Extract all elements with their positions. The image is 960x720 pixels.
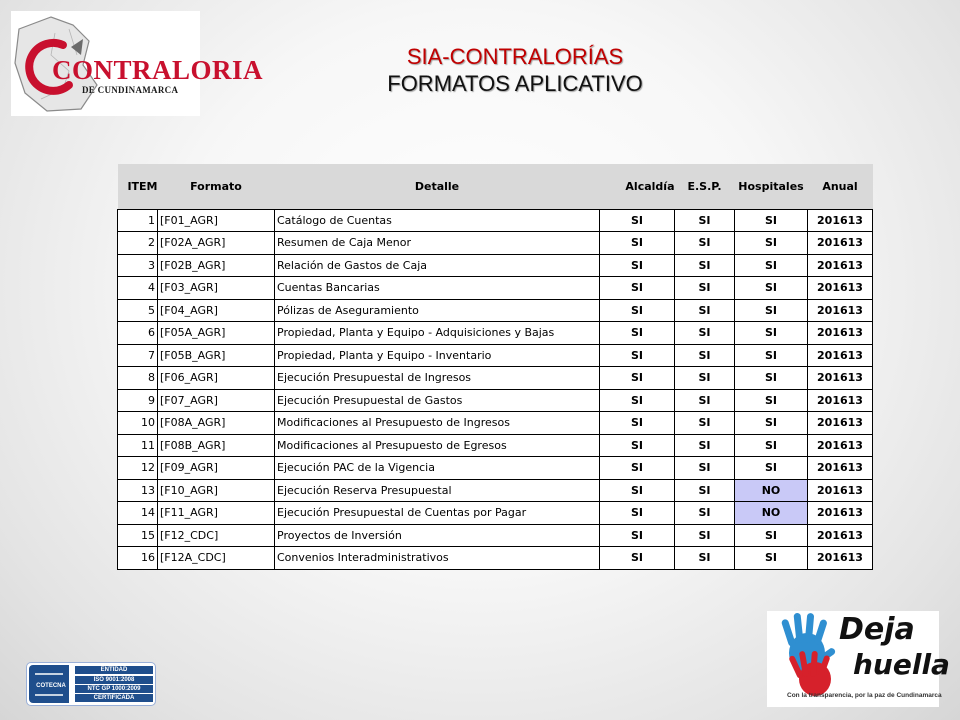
cell-hospitales: SI [735, 254, 808, 277]
cell-formato: [F09_AGR] [158, 457, 275, 480]
table-row [118, 547, 873, 570]
certification-badge [26, 662, 156, 706]
cell-alcaldia: SI [600, 502, 675, 525]
cell-detalle: Pólizas de Aseguramiento [275, 299, 600, 322]
cell-formato: [F02B_AGR] [158, 254, 275, 277]
cell-anual: 201613 [808, 344, 873, 367]
cell-item: 9 [118, 389, 158, 412]
cert-line: ISO 9001:2008 [75, 676, 153, 684]
cell-esp: SI [675, 457, 735, 480]
cert-line: NTC GP 1000:2009 [75, 685, 153, 693]
table-row [118, 254, 873, 277]
cell-esp: SI [675, 412, 735, 435]
cell-alcaldia: SI [600, 389, 675, 412]
page-header [300, 44, 730, 97]
cell-esp: SI [675, 502, 735, 525]
cell-formato: [F06_AGR] [158, 367, 275, 390]
cell-hospitales: SI [735, 524, 808, 547]
cell-esp: SI [675, 367, 735, 390]
cell-item: 4 [118, 277, 158, 300]
cell-alcaldia: SI [600, 299, 675, 322]
cell-alcaldia: SI [600, 209, 675, 232]
cell-alcaldia: SI [600, 524, 675, 547]
cell-detalle: Ejecución Presupuestal de Cuentas por Pagar [275, 502, 600, 525]
cell-esp: SI [675, 254, 735, 277]
cell-alcaldia: SI [600, 254, 675, 277]
table-row [118, 322, 873, 345]
logo-subtitle: DE CUNDINAMARCA [82, 85, 179, 95]
table-row [118, 502, 873, 525]
cell-item: 2 [118, 232, 158, 255]
cell-formato: [F12A_CDC] [158, 547, 275, 570]
cell-esp: SI [675, 479, 735, 502]
cell-hospitales: SI [735, 547, 808, 570]
cell-hospitales: SI [735, 209, 808, 232]
cell-hospitales: SI [735, 277, 808, 300]
cert-line: ENTIDAD [75, 666, 153, 674]
certifier-name: COTECNA [36, 683, 66, 689]
cell-detalle: Modificaciones al Presupuesto de Ingresos [275, 412, 600, 435]
table-row [118, 367, 873, 390]
cell-detalle: Resumen de Caja Menor [275, 232, 600, 255]
contraloria-logo [11, 11, 264, 116]
cell-alcaldia: SI [600, 344, 675, 367]
table-row [118, 412, 873, 435]
cell-hospitales: SI [735, 389, 808, 412]
cell-alcaldia: SI [600, 479, 675, 502]
cell-alcaldia: SI [600, 434, 675, 457]
cell-hospitales: SI [735, 412, 808, 435]
formats-table [117, 164, 873, 570]
cotecna-mark [29, 665, 69, 703]
cell-item: 7 [118, 344, 158, 367]
cert-line: CERTIFICADA [75, 694, 153, 702]
table-row [118, 299, 873, 322]
cell-formato: [F12_CDC] [158, 524, 275, 547]
cell-anual: 201613 [808, 232, 873, 255]
deja-huella-logo [767, 611, 950, 707]
cell-formato: [F05B_AGR] [158, 344, 275, 367]
cell-esp: SI [675, 547, 735, 570]
column-header-detalle: Detalle [414, 179, 460, 193]
table-row [118, 344, 873, 367]
cell-detalle: Proyectos de Inversión [275, 524, 600, 547]
column-header-alcaldia: Alcaldía [625, 179, 675, 193]
campaign-tagline: Con la transparencia, por la paz de Cundinamarca [787, 692, 942, 699]
cell-esp: SI [675, 322, 735, 345]
cell-esp: SI [675, 389, 735, 412]
cell-formato: [F04_AGR] [158, 299, 275, 322]
cell-alcaldia: SI [600, 232, 675, 255]
cell-anual: 201613 [808, 367, 873, 390]
cell-hospitales: SI [735, 434, 808, 457]
table-row [118, 457, 873, 480]
cell-anual: 201613 [808, 277, 873, 300]
column-header-item: ITEM [127, 179, 158, 193]
cell-item: 16 [118, 547, 158, 570]
cell-detalle: Cuentas Bancarias [275, 277, 600, 300]
column-header-hospitales: Hospitales [738, 179, 804, 193]
cell-hospitales: SI [735, 232, 808, 255]
cell-formato: [F03_AGR] [158, 277, 275, 300]
cell-esp: SI [675, 277, 735, 300]
cell-formato: [F10_AGR] [158, 479, 275, 502]
cell-esp: SI [675, 299, 735, 322]
cell-hospitales: SI [735, 299, 808, 322]
cell-formato: [F05A_AGR] [158, 322, 275, 345]
cell-esp: SI [675, 209, 735, 232]
cell-item: 13 [118, 479, 158, 502]
column-header-esp: E.S.P. [687, 179, 722, 193]
cell-formato: [F02A_AGR] [158, 232, 275, 255]
cell-anual: 201613 [808, 322, 873, 345]
cell-formato: [F07_AGR] [158, 389, 275, 412]
table-header-row [118, 164, 873, 209]
cell-anual: 201613 [808, 209, 873, 232]
table-row [118, 389, 873, 412]
cell-anual: 201613 [808, 502, 873, 525]
cell-detalle: Catálogo de Cuentas [275, 209, 600, 232]
cell-anual: 201613 [808, 524, 873, 547]
cell-alcaldia: SI [600, 277, 675, 300]
column-header-anual: Anual [822, 179, 858, 193]
cell-detalle: Propiedad, Planta y Equipo - Adquisiciones y Bajas [275, 322, 600, 345]
logo-wordmark: CONTRALORIA [52, 55, 264, 85]
cell-detalle: Ejecución PAC de la Vigencia [275, 457, 600, 480]
cell-detalle: Modificaciones al Presupuesto de Egresos [275, 434, 600, 457]
cell-item: 3 [118, 254, 158, 277]
table-row [118, 524, 873, 547]
cell-alcaldia: SI [600, 367, 675, 390]
cell-hospitales: SI [735, 322, 808, 345]
cell-hospitales: NO [735, 502, 808, 525]
cell-detalle: Ejecución Presupuestal de Ingresos [275, 367, 600, 390]
table-row [118, 479, 873, 502]
campaign-word-huella: huella [853, 648, 950, 681]
cell-hospitales: SI [735, 367, 808, 390]
cell-anual: 201613 [808, 457, 873, 480]
cell-formato: [F01_AGR] [158, 209, 275, 232]
column-header-formato: Formato [190, 179, 242, 193]
cell-anual: 201613 [808, 254, 873, 277]
cell-anual: 201613 [808, 412, 873, 435]
cell-item: 10 [118, 412, 158, 435]
page-title: SIA-CONTRALORÍAS [406, 44, 624, 69]
cell-item: 15 [118, 524, 158, 547]
cell-alcaldia: SI [600, 547, 675, 570]
cell-alcaldia: SI [600, 322, 675, 345]
cell-anual: 201613 [808, 389, 873, 412]
cell-esp: SI [675, 344, 735, 367]
cell-item: 8 [118, 367, 158, 390]
cell-alcaldia: SI [600, 457, 675, 480]
cell-detalle: Ejecución Reserva Presupuestal [275, 479, 600, 502]
campaign-word-deja: Deja [839, 612, 915, 647]
table-row [118, 277, 873, 300]
table-body [118, 209, 873, 569]
cell-item: 12 [118, 457, 158, 480]
cell-anual: 201613 [808, 479, 873, 502]
cell-anual: 201613 [808, 547, 873, 570]
page-subtitle: FORMATOS APLICATIVO [387, 71, 643, 96]
cell-item: 5 [118, 299, 158, 322]
cell-formato: [F08A_AGR] [158, 412, 275, 435]
cell-esp: SI [675, 232, 735, 255]
cell-item: 1 [118, 209, 158, 232]
table-row [118, 434, 873, 457]
cell-esp: SI [675, 434, 735, 457]
cell-item: 11 [118, 434, 158, 457]
cell-alcaldia: SI [600, 412, 675, 435]
table-row [118, 232, 873, 255]
cell-hospitales: NO [735, 479, 808, 502]
cell-detalle: Convenios Interadministrativos [275, 547, 600, 570]
cell-detalle: Ejecución Presupuestal de Gastos [275, 389, 600, 412]
cell-formato: [F11_AGR] [158, 502, 275, 525]
cell-esp: SI [675, 524, 735, 547]
cell-anual: 201613 [808, 299, 873, 322]
cell-formato: [F08B_AGR] [158, 434, 275, 457]
cell-item: 6 [118, 322, 158, 345]
cell-anual: 201613 [808, 434, 873, 457]
cell-hospitales: SI [735, 344, 808, 367]
cell-detalle: Propiedad, Planta y Equipo - Inventario [275, 344, 600, 367]
table-row [118, 209, 873, 232]
cell-detalle: Relación de Gastos de Caja [275, 254, 600, 277]
cell-hospitales: SI [735, 457, 808, 480]
cell-item: 14 [118, 502, 158, 525]
